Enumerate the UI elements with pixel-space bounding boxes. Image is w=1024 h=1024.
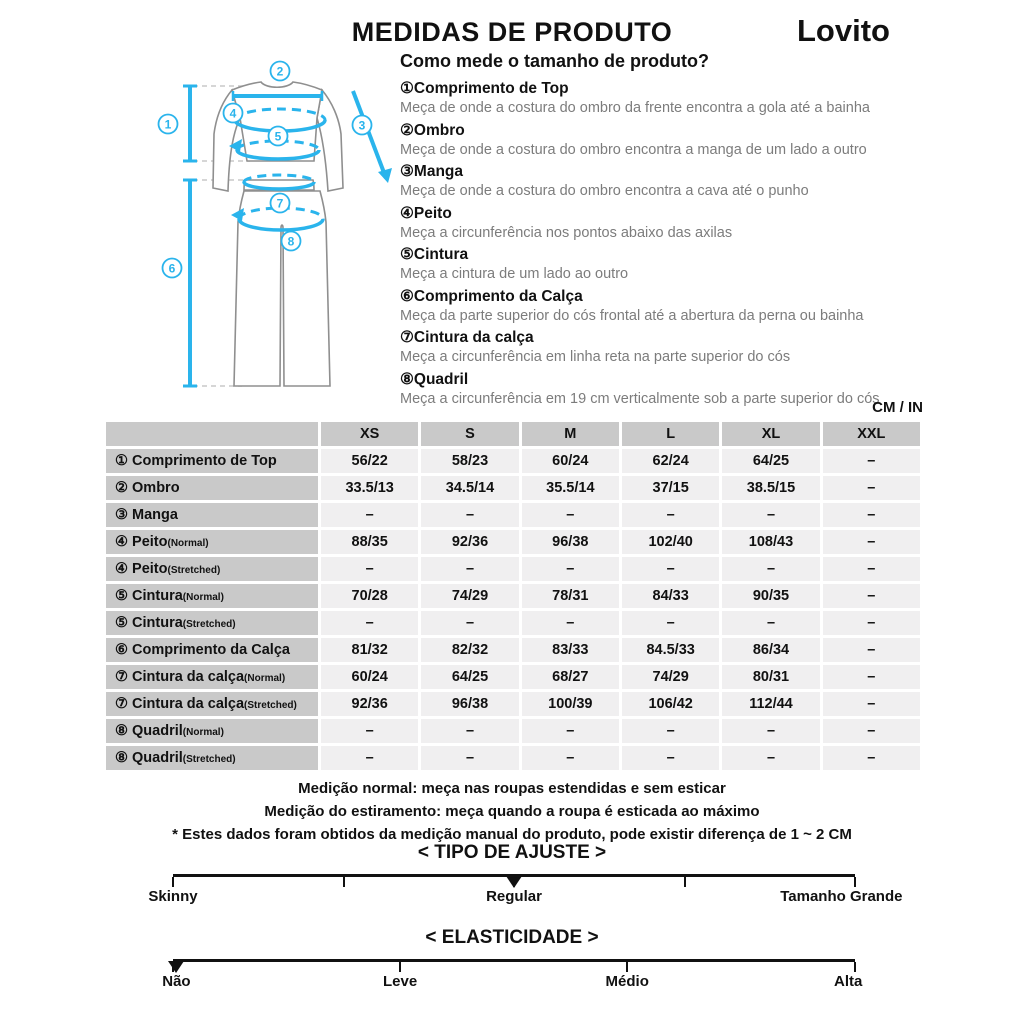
cell-value: – <box>823 692 920 716</box>
item-description: Meça a circunferência nos pontos abaixo das axilas <box>400 224 733 241</box>
cell-value: 74/29 <box>622 665 719 689</box>
size-table <box>103 419 923 773</box>
cell-value: 60/24 <box>321 665 418 689</box>
guide-item-7 <box>400 327 960 368</box>
cell-value: – <box>622 719 719 743</box>
cell-value: – <box>722 746 819 770</box>
svg-text:6: 6 <box>168 261 176 276</box>
cell-value: 78/31 <box>522 584 619 608</box>
guide-subtitle: Como mede o tamanho de produto? <box>400 51 709 71</box>
guide-item-1 <box>400 78 960 119</box>
row-label: ④ Peito(Stretched) <box>106 557 318 581</box>
fit-marker-icon <box>506 876 522 888</box>
item-description: Meça de onde a costura do ombro encontra a cava até o punho <box>400 183 809 199</box>
svg-text:2: 2 <box>276 64 284 79</box>
cell-value: – <box>823 719 920 743</box>
cell-value: – <box>823 449 920 473</box>
cell-value: – <box>823 503 920 527</box>
cell-value: 64/25 <box>421 665 518 689</box>
cell-value: 92/36 <box>321 692 418 716</box>
row-label: ③ Manga <box>106 503 318 527</box>
fit-scale <box>173 874 855 886</box>
table-row <box>106 719 920 743</box>
row-label: ⑦ Cintura da calça(Stretched) <box>106 692 318 716</box>
cell-value: – <box>522 719 619 743</box>
item-number: ③ <box>400 163 414 180</box>
callout-2-icon <box>271 62 290 81</box>
cell-value: – <box>321 746 418 770</box>
cell-value: – <box>321 557 418 581</box>
fit-scale-labels <box>148 888 903 908</box>
table-row <box>106 449 920 473</box>
item-number: ② <box>400 121 414 139</box>
cell-value: – <box>421 719 518 743</box>
callout-7-icon <box>271 194 290 213</box>
cell-value: – <box>823 611 920 635</box>
note-stretched: Medição do estiramento: meça quando a roupa é esticada ao máximo <box>264 803 760 820</box>
svg-text:5: 5 <box>274 129 282 144</box>
cell-value: – <box>321 503 418 527</box>
cell-value: 84/33 <box>622 584 719 608</box>
cell-value: 38.5/15 <box>722 476 819 500</box>
cell-value: – <box>622 611 719 635</box>
svg-text:7: 7 <box>276 196 284 211</box>
cell-value: – <box>421 746 518 770</box>
column-header-xs: XS <box>321 422 418 446</box>
table-row <box>106 638 920 662</box>
table-header-row <box>106 422 920 446</box>
cell-value: 83/33 <box>522 638 619 662</box>
cell-value: 108/43 <box>722 530 819 554</box>
callout-3-icon <box>353 116 372 135</box>
cell-value: 33.5/13 <box>321 476 418 500</box>
cell-value: 60/24 <box>522 449 619 473</box>
item-number: ④ <box>400 204 414 222</box>
table-row <box>106 746 920 770</box>
column-header-l: L <box>622 422 719 446</box>
cell-value: 84.5/33 <box>622 638 719 662</box>
row-label: ② Ombro <box>106 476 318 500</box>
cell-value: – <box>722 557 819 581</box>
item-description: Meça de onde a costura do ombro encontra a manga de um lado a outro <box>400 141 867 158</box>
item-title: Ombro <box>413 121 465 139</box>
cell-value: 80/31 <box>722 665 819 689</box>
cell-value: 81/32 <box>321 638 418 662</box>
item-number: ⑦ <box>400 329 414 346</box>
item-number: ⑥ <box>400 287 414 305</box>
tick-mark <box>343 877 345 887</box>
item-title: Cintura <box>413 246 469 263</box>
stretch-scale <box>173 959 855 971</box>
item-description: Meça de onde a costura do ombro da frente encontra a gola até a bainha <box>400 100 870 116</box>
cell-value: – <box>522 503 619 527</box>
cell-value: 35.5/14 <box>522 476 619 500</box>
table-row <box>106 584 920 608</box>
cell-value: – <box>622 503 719 527</box>
corner-cell <box>106 422 318 446</box>
tick-mark <box>854 877 856 887</box>
cell-value: – <box>823 665 920 689</box>
fit-scale-title: < TIPO DE AJUSTE > <box>417 842 607 863</box>
cell-value: 100/39 <box>522 692 619 716</box>
item-description: Meça da parte superior do cós frontal até a abertura da perna ou bainha <box>400 307 864 324</box>
stretch-scale-labels <box>162 973 863 993</box>
tick-mark <box>684 877 686 887</box>
measurement-notes <box>0 777 1024 846</box>
cell-value: – <box>522 611 619 635</box>
column-header-m: M <box>522 422 619 446</box>
guide-item-6 <box>400 286 960 327</box>
table-row <box>106 530 920 554</box>
svg-text:8: 8 <box>287 234 295 249</box>
lovito-logo: Lovito <box>797 13 890 48</box>
stretch-marker-icon <box>168 961 184 973</box>
cell-value: 96/38 <box>522 530 619 554</box>
cell-value: – <box>321 719 418 743</box>
stretch-label-alta: Alta <box>834 973 863 990</box>
item-number: ⑧ <box>400 370 414 388</box>
cell-value: 37/15 <box>622 476 719 500</box>
table-row <box>106 692 920 716</box>
cell-value: – <box>622 746 719 770</box>
item-description: Meça a circunferência em linha reta na parte superior do cós <box>400 349 791 365</box>
cell-value: 112/44 <box>722 692 819 716</box>
callout-4-icon <box>224 104 243 123</box>
table-row <box>106 557 920 581</box>
row-label: ① Comprimento de Top <box>106 449 318 473</box>
cell-value: – <box>421 611 518 635</box>
column-header-s: S <box>421 422 518 446</box>
cell-value: 106/42 <box>622 692 719 716</box>
callout-6-icon <box>163 259 182 278</box>
cell-value: – <box>522 557 619 581</box>
item-title: Quadril <box>413 370 469 388</box>
table-row <box>106 611 920 635</box>
row-label: ⑤ Cintura(Normal) <box>106 584 318 608</box>
tick-mark <box>854 962 856 972</box>
item-number: ⑤ <box>400 246 414 263</box>
stretch-label-leve: Leve <box>382 973 418 990</box>
item-number: ① <box>400 80 414 97</box>
guide-item-4 <box>400 203 960 244</box>
row-label: ⑦ Cintura da calça(Normal) <box>106 665 318 689</box>
callout-1-icon <box>159 115 178 134</box>
cell-value: 70/28 <box>321 584 418 608</box>
cell-value: – <box>823 638 920 662</box>
fit-label-tamanho-grande: Tamanho Grande <box>780 888 903 905</box>
cell-value: 86/34 <box>722 638 819 662</box>
cell-value: 56/22 <box>321 449 418 473</box>
tick-mark <box>172 877 174 887</box>
fit-label-regular: Regular <box>486 888 542 905</box>
cell-value: 96/38 <box>421 692 518 716</box>
cell-value: 34.5/14 <box>421 476 518 500</box>
cell-value: 58/23 <box>421 449 518 473</box>
measure-guide <box>400 78 960 410</box>
cell-value: – <box>823 584 920 608</box>
cell-value: – <box>421 557 518 581</box>
guide-item-5 <box>400 244 960 285</box>
tick-mark <box>399 962 401 972</box>
row-label: ④ Peito(Normal) <box>106 530 318 554</box>
svg-text:3: 3 <box>358 118 366 133</box>
cell-value: – <box>321 611 418 635</box>
item-description: Meça a cintura de um lado ao outro <box>400 266 629 282</box>
callout-5-icon <box>269 127 288 146</box>
row-label: ⑧ Quadril(Stretched) <box>106 746 318 770</box>
column-header-xl: XL <box>722 422 819 446</box>
cell-value: 88/35 <box>321 530 418 554</box>
cell-value: – <box>622 557 719 581</box>
cell-value: 102/40 <box>622 530 719 554</box>
guide-item-3 <box>400 161 960 202</box>
stretch-label-nao: Não <box>162 973 191 990</box>
item-title: Cintura da calça <box>413 329 534 346</box>
cell-value: – <box>722 611 819 635</box>
page-title: MEDIDAS DE PRODUTO <box>351 17 673 47</box>
cell-value: – <box>823 746 920 770</box>
cell-value: 64/25 <box>722 449 819 473</box>
cell-value: 74/29 <box>421 584 518 608</box>
column-header-xxl: XXL <box>823 422 920 446</box>
svg-text:4: 4 <box>229 106 237 121</box>
stretch-label-medio: Médio <box>605 973 649 990</box>
cell-value: 68/27 <box>522 665 619 689</box>
cell-value: – <box>823 476 920 500</box>
cell-value: – <box>522 746 619 770</box>
item-description: Meça a circunferência em 19 cm verticalmente sob a parte superior do cós <box>400 390 880 407</box>
stretch-scale-title: < ELASTICIDADE > <box>425 927 599 948</box>
table-row <box>106 476 920 500</box>
item-title: Peito <box>413 204 452 222</box>
cell-value: 82/32 <box>421 638 518 662</box>
table-row <box>106 503 920 527</box>
svg-text:1: 1 <box>164 117 172 132</box>
cell-value: – <box>722 503 819 527</box>
cell-value: 62/24 <box>622 449 719 473</box>
note-disclaimer: * Estes dados foram obtidos da medição manual do produto, pode existir diferença de 1 ~ 2 CM <box>172 826 852 843</box>
item-title: Comprimento de Top <box>413 80 569 97</box>
cell-value: – <box>823 530 920 554</box>
cell-value: 92/36 <box>421 530 518 554</box>
note-normal: Medição normal: meça nas roupas estendidas e sem esticar <box>298 780 726 797</box>
cell-value: – <box>421 503 518 527</box>
units-label: CM / IN <box>872 399 923 416</box>
cell-value: 90/35 <box>722 584 819 608</box>
row-label: ⑥ Comprimento da Calça <box>106 638 318 662</box>
cell-value: – <box>722 719 819 743</box>
row-label: ⑤ Cintura(Stretched) <box>106 611 318 635</box>
measurement-diagram <box>150 60 400 408</box>
cell-value: – <box>823 557 920 581</box>
table-row <box>106 665 920 689</box>
tick-mark <box>626 962 628 972</box>
item-title: Manga <box>413 163 463 180</box>
item-title: Comprimento da Calça <box>413 287 583 305</box>
fit-label-skinny: Skinny <box>148 888 198 905</box>
callout-8-icon <box>282 232 301 251</box>
guide-item-2 <box>400 120 960 161</box>
row-label: ⑧ Quadril(Normal) <box>106 719 318 743</box>
